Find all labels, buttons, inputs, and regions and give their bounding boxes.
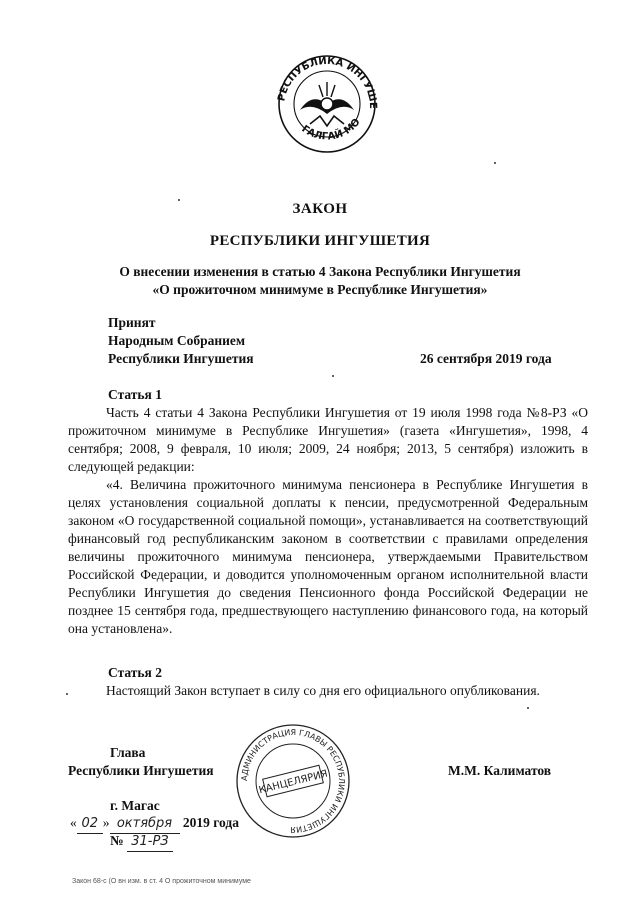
article-1-paragraph-1: Часть 4 статьи 4 Закона Республики Ингушетия от 19 июля 1998 года №8-РЗ «О прожиточном минимуме в Республике Ингушетия» (газета «Ингушетия», 1998, 4 сентября; 2008, 9 февраля, 10 июля; 2009, 24 ноября; 2013, 5 сентября) изложить в следующей редакции:	[68, 405, 588, 474]
article-1-title: Статья 1	[108, 387, 162, 402]
scan-speck	[332, 375, 334, 377]
heading-line-1: О внесении изменения в статью 4 Закона Республики Ингушетия	[119, 264, 521, 279]
adopted-label: Принят	[108, 315, 156, 330]
signing-city: г. Магас	[110, 798, 160, 813]
emblem-top-text: РЕСПУБЛИКА ИНГУШЕ	[276, 55, 379, 110]
signing-date	[70, 814, 239, 834]
article-1-paragraph-2: «4. Величина прожиточного минимума пенсионера в Республике Ингушетия в целях установления социальной доплаты к пенсии, предусмотренной Федеральным законом «О государственной социальной помощи», устанавливается на соответствующий финансовый год республиканским законом в соответствии с правилами определения величины прожиточного минимума пенсионера, утверждаемыми Правительством Российской Федерации, и доводится уполномоченным органом исполнительной власти Республики Ингушетия до сведения Пенсионного фонда Российской Федерации не позднее 15 сентября года, предшествующего наступлению финансового года, на который она установлена».	[68, 477, 588, 636]
article-2-title: Статья 2	[108, 665, 162, 680]
stamp-ring-text: АДМИНИСТРАЦИЯ ГЛАВЫ РЕСПУБЛИКИ ИНГУШЕТИЯ	[239, 727, 347, 835]
document-title: ЗАКОН	[292, 201, 348, 217]
signatory-office: Республики Ингушетия	[68, 763, 214, 778]
date-day: 02	[77, 815, 103, 834]
footer-file-reference: Закон 68-с (О вн изм. в ст. 4 О прожиточном минимуме	[72, 878, 251, 885]
number-value: 31-РЗ	[127, 833, 173, 852]
stamp-center-text: КАНЦЕЛЯРИЯ	[257, 768, 329, 797]
scan-speck	[178, 199, 180, 201]
scan-speck	[527, 707, 529, 709]
adopted-body-republic: Республики Ингушетия	[108, 351, 254, 366]
scan-speck	[494, 162, 496, 164]
document-subtitle: РЕСПУБЛИКИ ИНГУШЕТИЯ	[209, 233, 431, 249]
adoption-date: 26 сентября 2019 года	[420, 351, 552, 366]
emblem-bottom-text: ГАЛГАЙ МО	[299, 116, 363, 143]
heading-line-2: «О прожиточном минимуме в Республике Ингушетия»	[152, 282, 488, 297]
article-2-paragraph: Настоящий Закон вступает в силу со дня его официального опубликования.	[106, 683, 540, 698]
scan-speck	[66, 693, 68, 695]
chancellery-stamp	[234, 722, 352, 840]
adopted-body: Народным Собранием	[108, 333, 246, 348]
signatory-title: Глава	[110, 745, 146, 760]
signatory-name: М.М. Калиматов	[448, 763, 552, 778]
date-year: 2019 года	[182, 815, 239, 830]
law-number	[110, 832, 173, 852]
date-close-quote: »	[102, 815, 110, 830]
number-sign: №	[110, 833, 124, 848]
republic-emblem	[272, 52, 382, 157]
date-month: октября	[110, 815, 180, 834]
date-open-quote: «	[70, 815, 77, 830]
